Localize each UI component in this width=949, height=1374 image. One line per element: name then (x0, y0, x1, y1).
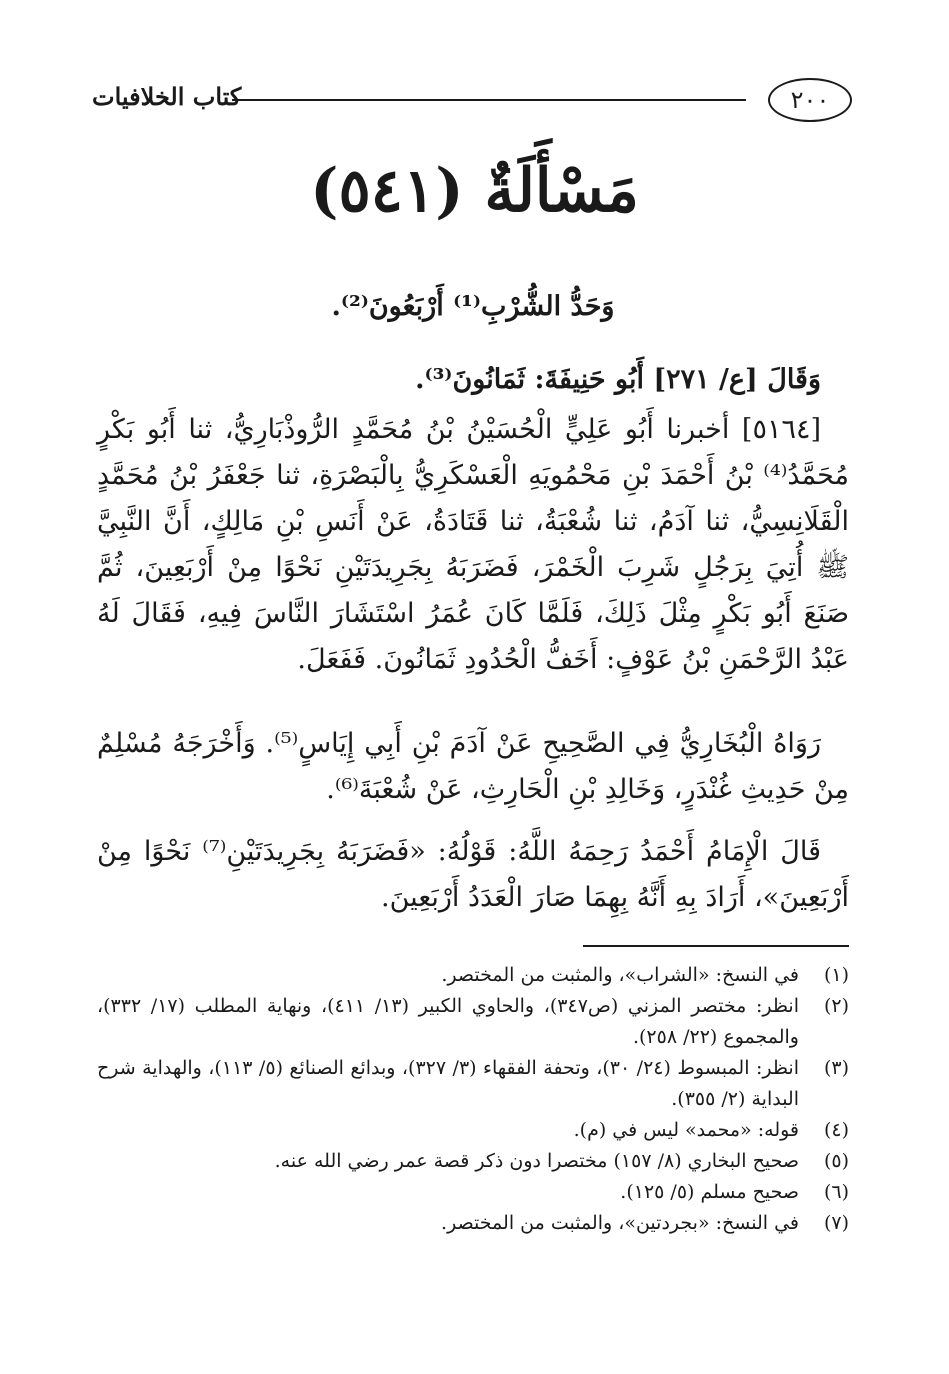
footnote (97, 960, 849, 991)
page-header (92, 78, 852, 126)
header-rule (232, 99, 746, 101)
paragraph-hadith-5164: [٥١٦٤] أخبرنا أَبُو عَلِيٍّ الْحُسَيْنُ بْنُ مُحَمَّدٍ الرُّوذْبَارِيُّ، ثنا أَبُو بَكْرٍ مُحَمَّدُ⁽⁴⁾ بْنُ أَحْمَدَ بْنِ مَحْمُويَهِ الْعَسْكَرِيُّ بِالْبَصْرَةِ، ثنا جَعْفَرُ بْنُ مُحَمَّدٍ الْقَلَانِسِيُّ، ثنا آدَمُ، ثنا شُعْبَةُ، ثنا قَتَادَةُ، عَنْ أَنَسِ بْنِ مَالِكٍ، أَنَّ النَّبِيَّ ﷺ أُتِيَ بِرَجُلٍ شَرِبَ الْخَمْرَ، فَضَرَبَهُ بِجَرِيدَتَيْنِ نَحْوًا مِنْ أَرْبَعِينَ، ثُمَّ صَنَعَ أَبُو بَكْرٍ مِثْلَ ذَلِكَ، فَلَمَّا كَانَ عُمَرُ اسْتَشَارَ النَّاسَ فِيهِ، فَقَالَ لَهُ عَبْدُ الرَّحْمَنِ بْنُ عَوْفٍ: أَخَفُّ الْحُدُودِ ثَمَانُونَ. فَفَعَلَ. (97, 414, 849, 675)
footnote-separator (583, 945, 849, 947)
footnotes (97, 960, 849, 1239)
issue-title: مَسْأَلَةٌ (٥٤١) (310, 156, 639, 226)
footnote-number: (١) (823, 964, 849, 986)
footnote (97, 1208, 849, 1239)
book-title: كتاب الخلافيات (92, 82, 242, 111)
footnote (97, 991, 849, 1053)
footnote (97, 1146, 849, 1177)
footnote-text: صحيح مسلم (٥/ ١٢٥). (620, 1181, 799, 1203)
footnote (97, 1115, 849, 1146)
footnote-number: (٦) (823, 1181, 849, 1203)
footnote (97, 1177, 849, 1208)
footnote-text: في النسخ: «بجردتين»، والمثبت من المختصر. (441, 1212, 799, 1234)
paragraph-imam-comment: قَالَ الْإِمَامُ أَحْمَدُ رَحِمَهُ اللَّهُ: قَوْلُهُ: «فَضَرَبَهُ بِجَرِيدَتَيْنِ⁽⁷⁾ نَحْوًا مِنْ أَرْبَعِينَ»، أَرَادَ بِهِ أَنَّهُ بِهِمَا صَارَ الْعَدَدُ أَرْبَعِينَ. (97, 836, 849, 913)
footnote-text: صحيح البخاري (٨/ ١٥٧) مختصرا دون ذكر قصة عمر رضي الله عنه. (274, 1150, 799, 1172)
footnote-number: (٣) (823, 1057, 849, 1079)
footnote-text: انظر: المبسوط (٢٤/ ٣٠)، وتحفة الفقهاء (٣/ ٣٢٧)، وبدائع الصنائع (٥/ ١١٣)، والهداية شرح البداية (٢/ ٣٥٥). (97, 1057, 799, 1110)
footnote-number: (٤) (823, 1119, 849, 1141)
page-number: ٢٠٠ (768, 78, 852, 122)
footnote-number: (٥) (823, 1150, 849, 1172)
footnote-number: (٢) (823, 995, 849, 1017)
footnote-text: قوله: «محمد» ليس في (م). (573, 1119, 799, 1141)
footnote-number: (٧) (823, 1212, 849, 1234)
issue-heading: وَحَدُّ الشُّرْبِ⁽¹⁾ أَرْبَعُونَ⁽²⁾. (331, 291, 615, 322)
paragraph-hanafi-opinion: وَقَالَ [ع/ ٢٧١] أَبُو حَنِيفَةَ: ثَمَانُونَ⁽³⁾. (415, 364, 821, 395)
paragraph-takhrij: رَوَاهُ الْبُخَارِيُّ فِي الصَّحِيحِ عَنْ آدَمَ بْنِ أَبِي إِيَاسٍ⁽⁵⁾. وَأَخْرَجَهُ مُسْلِمٌ مِنْ حَدِيثِ غُنْدَرٍ، وَخَالِدِ بْنِ الْحَارِثِ، عَنْ شُعْبَةَ⁽⁶⁾. (97, 728, 849, 805)
footnote-text: في النسخ: «الشراب»، والمثبت من المختصر. (441, 964, 799, 986)
footnote-text: انظر: مختصر المزني (ص٣٤٧)، والحاوي الكبير (١٣/ ٤١١)، ونهاية المطلب (١٧/ ٣٣٢)، والمجموع (٢٢/ ٢٥٨). (97, 995, 799, 1048)
footnote (97, 1053, 849, 1115)
